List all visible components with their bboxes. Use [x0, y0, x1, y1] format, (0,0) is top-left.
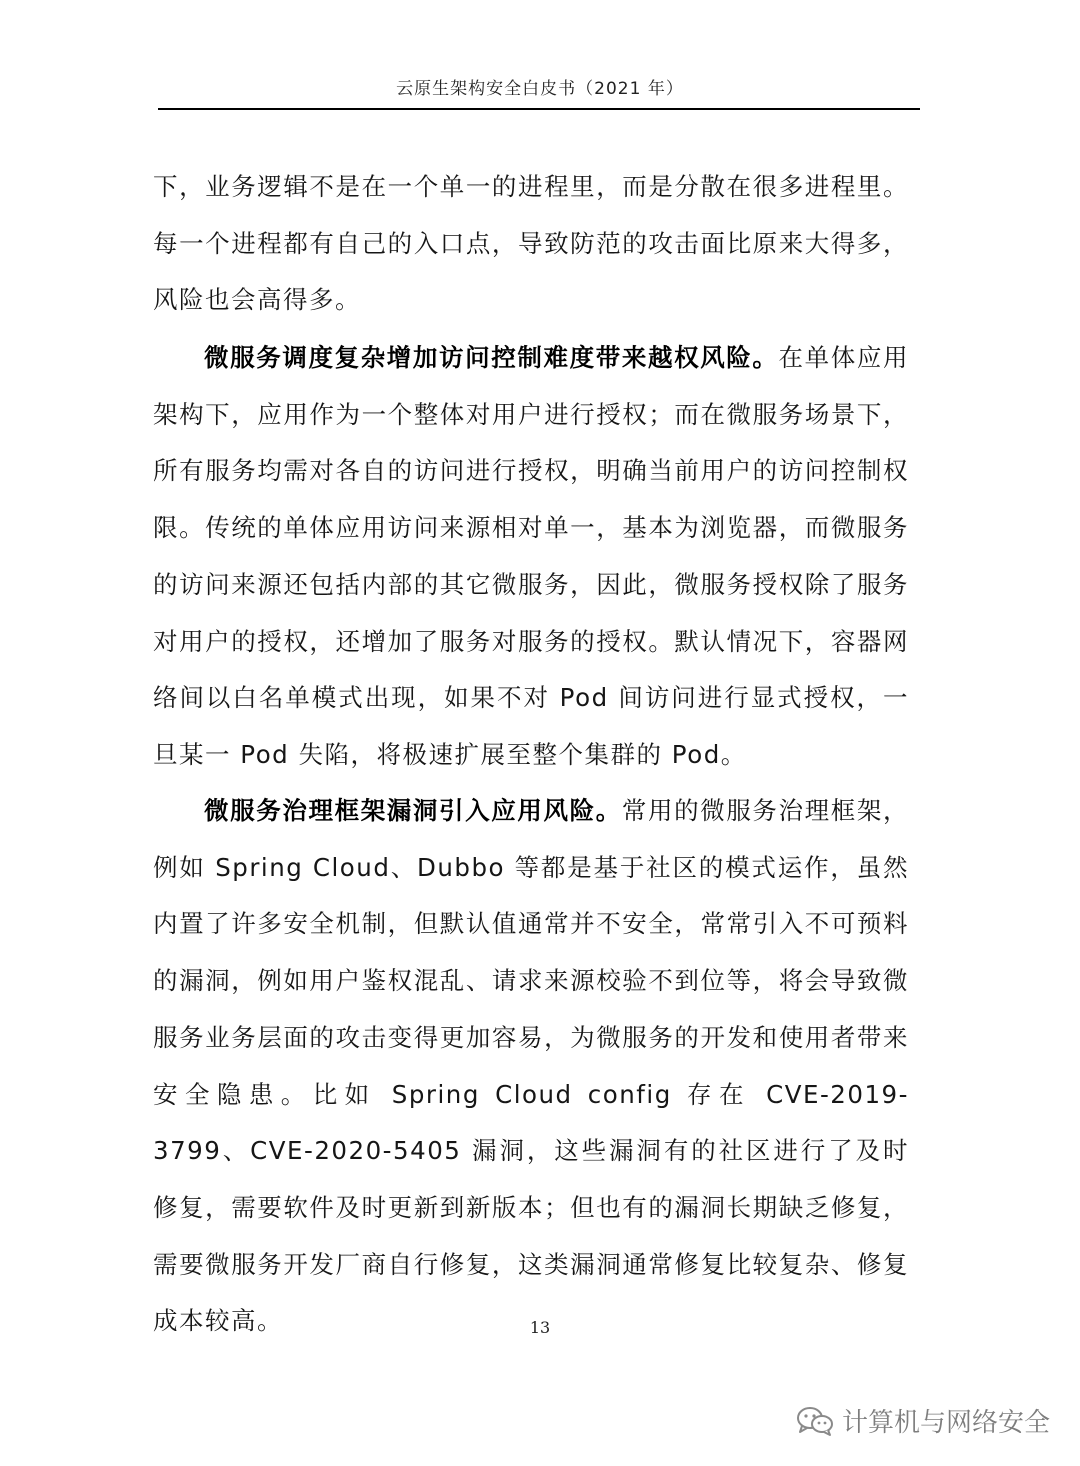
paragraph-1 [153, 159, 909, 329]
page-header-title: 云原生架构安全白皮书（2021 年） [396, 79, 684, 99]
paragraph-1-text: 下，业务逻辑不是在一个单一的进程里，而是分散在很多进程里。每一个进程都有自己的入口点，导致防范的攻击面比原来大得多，风险也会高得多。 [153, 172, 909, 315]
paragraph-3 [153, 783, 909, 1350]
paragraph-3-lead: 微服务治理框架漏洞引入应用风险。 [204, 796, 622, 825]
page-number: 13 [529, 1318, 551, 1337]
wechat-icon [796, 1405, 834, 1437]
paragraph-2-lead: 微服务调度复杂增加访问控制难度带来越权风险。 [204, 343, 779, 372]
header-divider [158, 108, 920, 110]
paragraph-2-text: 在单体应用架构下，应用作为一个整体对用户进行授权；而在微服务场景下，所有服务均需对各自的访问进行授权，明确当前用户的访问控制权限。传统的单体应用访问来源相对单一，基本为浏览器，而微服务的访问来源还包括内部的其它微服务，因此，微服务授权除了服务对用户的授权，还增加了服务对服务的授权。默认情况下，容器网络间以白名单模式出现，如果不对 Pod 间访问进行显式授权，一旦某一 Pod 失陷，将极速扩展至整个集群的 Pod。 [153, 343, 910, 769]
watermark [796, 1402, 1050, 1439]
paragraph-3-text: 常用的微服务治理框架，例如 Spring Cloud、Dubbo 等都是基于社区的模式运作，虽然内置了许多安全机制，但默认值通常并不安全，常常引入不可预料的漏洞，例如用户鉴权混乱、请求来源校验不到位等，将会导致微服务业务层面的攻击变得更加容易，为微服务的开发和使用者带来安全隐患。比如 Spring Cloud config 存在 CVE-2019-3799、CVE-2020-5405 漏洞，这些漏洞有的社区进行了及时修复，需要软件及时更新到新版本；但也有的漏洞长期缺乏修复，需要微服务开发厂商自行修复，这类漏洞通常修复比较复杂、修复成本较高。 [153, 796, 910, 1336]
watermark-text: 计算机与网络安全 [841, 1408, 1050, 1438]
paragraph-2 [153, 330, 909, 784]
